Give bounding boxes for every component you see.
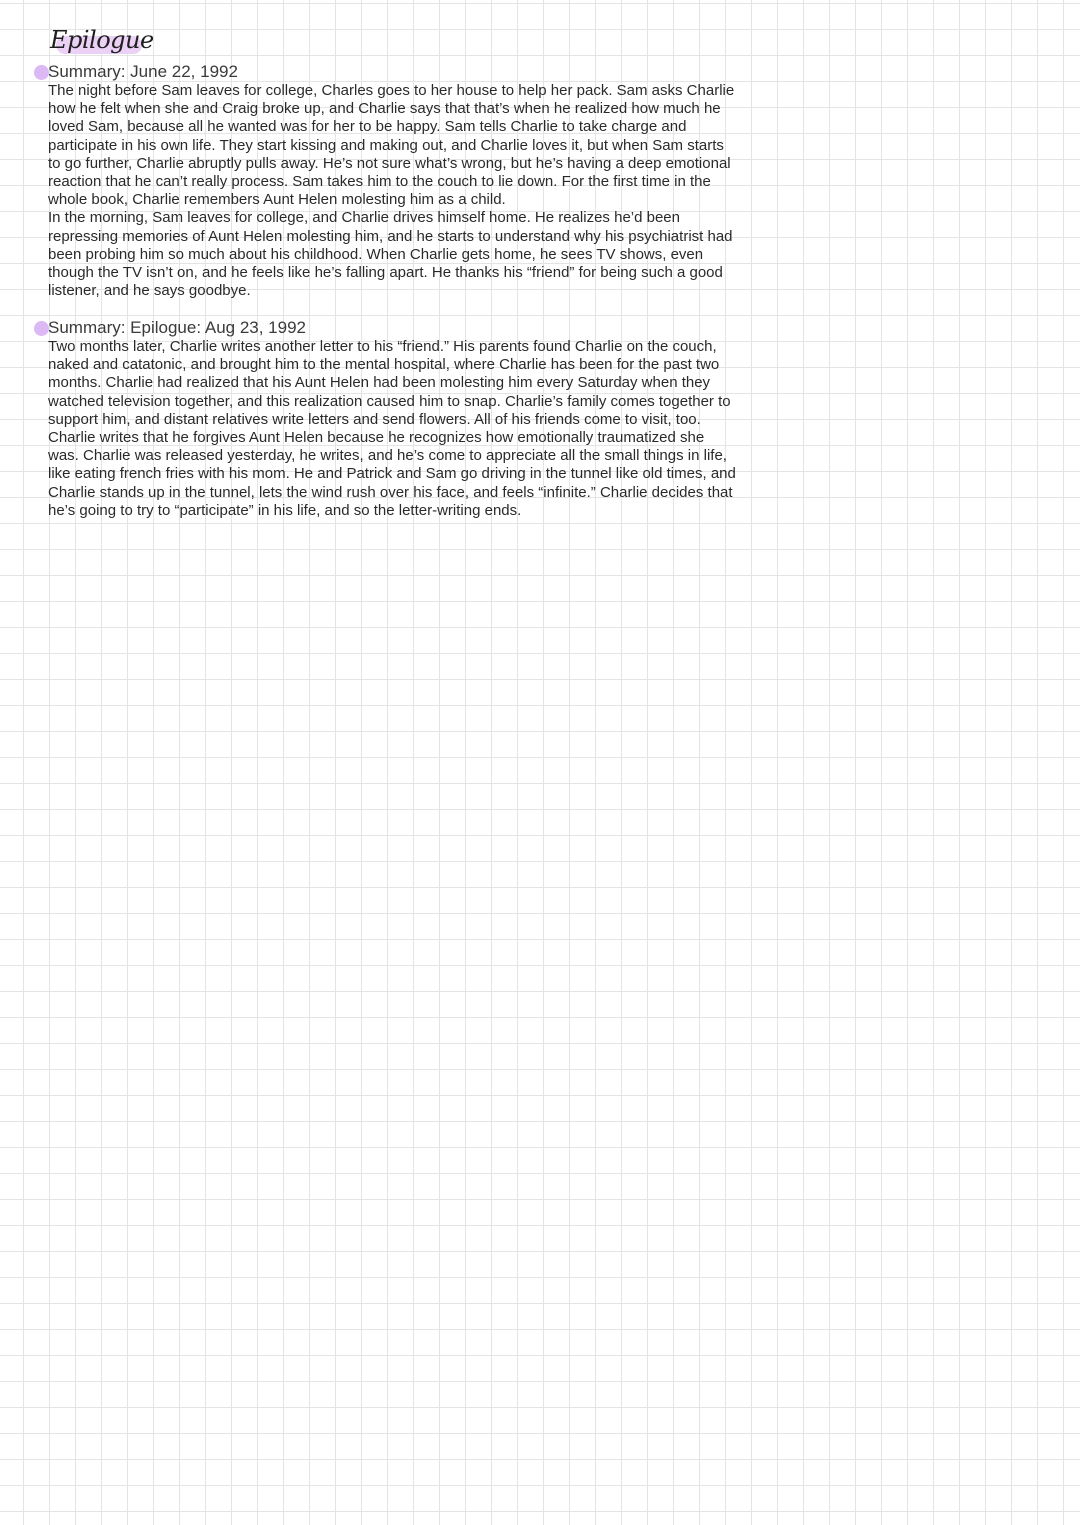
summary-section-june bbox=[48, 62, 788, 300]
section-heading: Summary: June 22, 1992 bbox=[48, 62, 238, 81]
section-heading: Summary: Epilogue: Aug 23, 1992 bbox=[48, 318, 306, 337]
title-block bbox=[50, 22, 154, 58]
bullet-dot-icon bbox=[34, 321, 49, 336]
summary-paragraph: Two months later, Charlie writes another letter to his “friend.” His parents found Charlie on the couch, naked and catatonic, and brought him to the mental hospital, where Charlie has been for the past two months. Charlie had realized that his Aunt Helen had been molesting him every Saturday when they watched television together, and this realization caused him to snap. Charlie’s family comes together to support him, and distant relatives write letters and send flowers. All of his friends come to visit, too. Charlie writes that he forgives Aunt Helen because he recognizes how emotionally traumatized she was. Charlie was released yesterday, he writes, and he’s come to appreciate all the small things in life, like eating french fries with his mom. He and Patrick and Sam go driving in the tunnel like old times, and Charlie stands up in the tunnel, lets the wind rush over his face, and feels “infinite.” Charlie decides that he’s going to try to “participate” in his life, and so the letter-writing ends. bbox=[48, 338, 736, 519]
summary-paragraph: The night before Sam leaves for college, Charles goes to her house to help her pack. Sam asks Charlie how he felt when she and Craig broke up, and Charlie says that that’s when he realized how much he loved Sam, because all he wanted was for her to be happy. Sam tells Charlie to take charge and participate in his own life. They start kissing and making out, and Charlie loves it, but when Sam starts to go further, Charlie abruptly pulls away. He’s not sure what’s wrong, but he’s having a deep emotional reaction that he can’t really process. Sam takes him to the couch to lie down. For the first time in the whole book, Charlie remembers Aunt Helen molesting him as a child. bbox=[48, 82, 735, 209]
summary-paragraph: In the morning, Sam leaves for college, and Charlie drives himself home. He realizes he’d been repressing memories of Aunt Helen molesting him, and he starts to understand why his psychiatrist had been probing him so much about his childhood. When Charlie gets home, he sees TV shows, even though the TV isn’t on, and he feels like he’s falling apart. He thanks his “friend” for being such a good listener, and he says goodbye. bbox=[48, 209, 733, 300]
page-title: Epilogue bbox=[50, 26, 154, 54]
summary-section-august bbox=[48, 318, 788, 520]
bullet-dot-icon bbox=[34, 65, 49, 80]
